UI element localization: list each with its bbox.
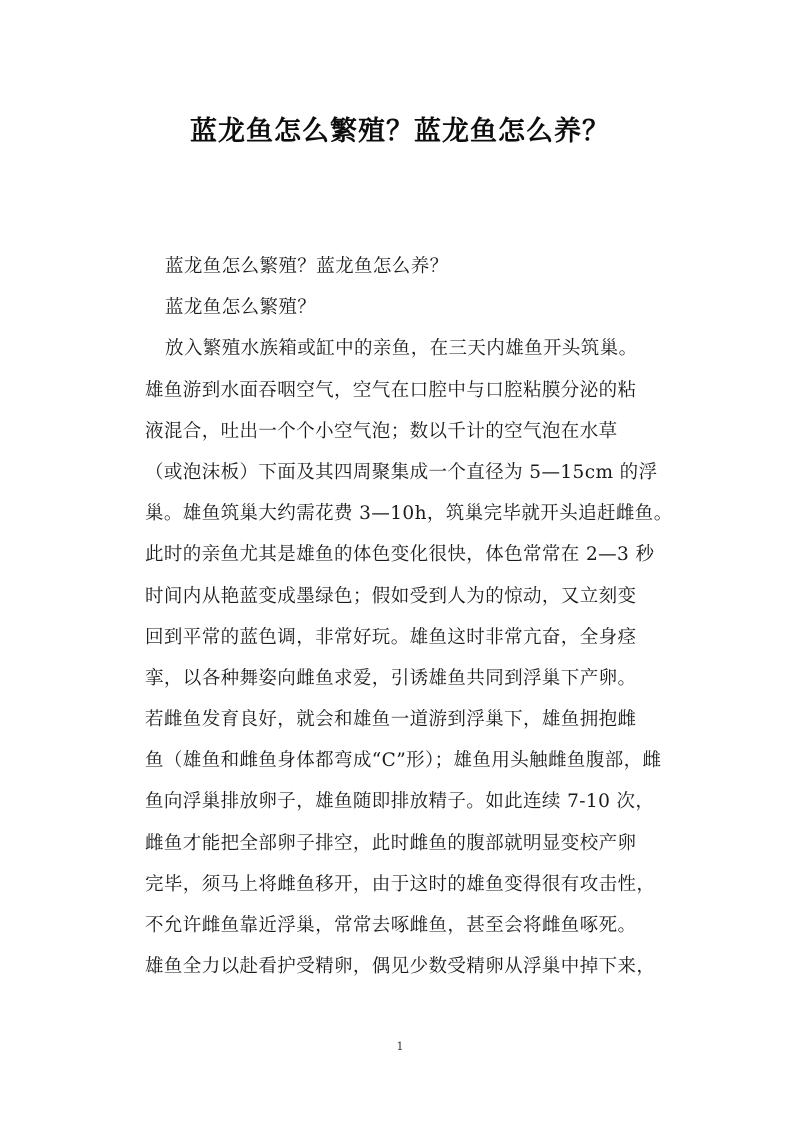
body-line: 鱼（雄鱼和雌鱼身体都弯成“C”形）；雄鱼用头触雌鱼腹部，雌 — [145, 750, 662, 772]
body-line: 回到平常的蓝色调，非常好玩。雄鱼这时非常亢奋，全身痉 — [145, 626, 637, 648]
page-number: 1 — [396, 1040, 404, 1053]
document-body — [145, 246, 673, 987]
body-line: 完毕，须马上将雌鱼移开，由于这时的雄鱼变得很有攻击性， — [145, 873, 656, 895]
body-line: 蓝龙鱼怎么繁殖？ — [165, 297, 317, 319]
body-line: 雌鱼才能把全部卵子排空，此时雌鱼的腹部就明显变校产卵 — [145, 832, 637, 854]
body-line: 巢。雄鱼筑巢大约需花费 3—10h，筑巢完毕就开头追赶雌鱼。 — [145, 503, 673, 525]
body-line: 若雌鱼发育良好，就会和雄鱼一道游到浮巢下，雄鱼拥抱雌 — [145, 709, 637, 731]
document-title: 蓝龙鱼怎么繁殖？蓝龙鱼怎么养？ — [190, 116, 610, 147]
body-line: 蓝龙鱼怎么繁殖？蓝龙鱼怎么养？ — [165, 256, 449, 277]
body-line: 不允许雌鱼靠近浮巢，常常去啄雌鱼，甚至会将雌鱼啄死。 — [145, 915, 637, 936]
body-line: （或泡沫板）下面及其四周聚集成一个直径为 5—15cm 的浮 — [145, 461, 658, 483]
body-line: 液混合，吐出一个个小空气泡；数以千计的空气泡在水草 — [145, 420, 618, 442]
body-line: 雄鱼全力以赴看护受精卵，偶见少数受精卵从浮巢中掉下来， — [145, 956, 656, 978]
body-line: 放入繁殖水族箱或缸中的亲鱼，在三天内雄鱼开头筑巢。 — [165, 338, 638, 360]
body-line: 雄鱼游到水面吞咽空气，空气在口腔中与口腔粘膜分泌的粘 — [145, 379, 637, 401]
body-line: 此时的亲鱼尤其是雄鱼的体色变化很快，体色常常在 2—3 秒 — [145, 544, 655, 566]
body-line: 挛，以各种舞姿向雌鱼求爱，引诱雄鱼共同到浮巢下产卵。 — [145, 667, 637, 689]
body-line: 鱼向浮巢排放卵子，雄鱼随即排放精子。如此连续 7-10 次， — [145, 791, 655, 813]
body-line: 时间内从艳蓝变成墨绿色；假如受到人为的惊动，又立刻变 — [145, 585, 637, 607]
